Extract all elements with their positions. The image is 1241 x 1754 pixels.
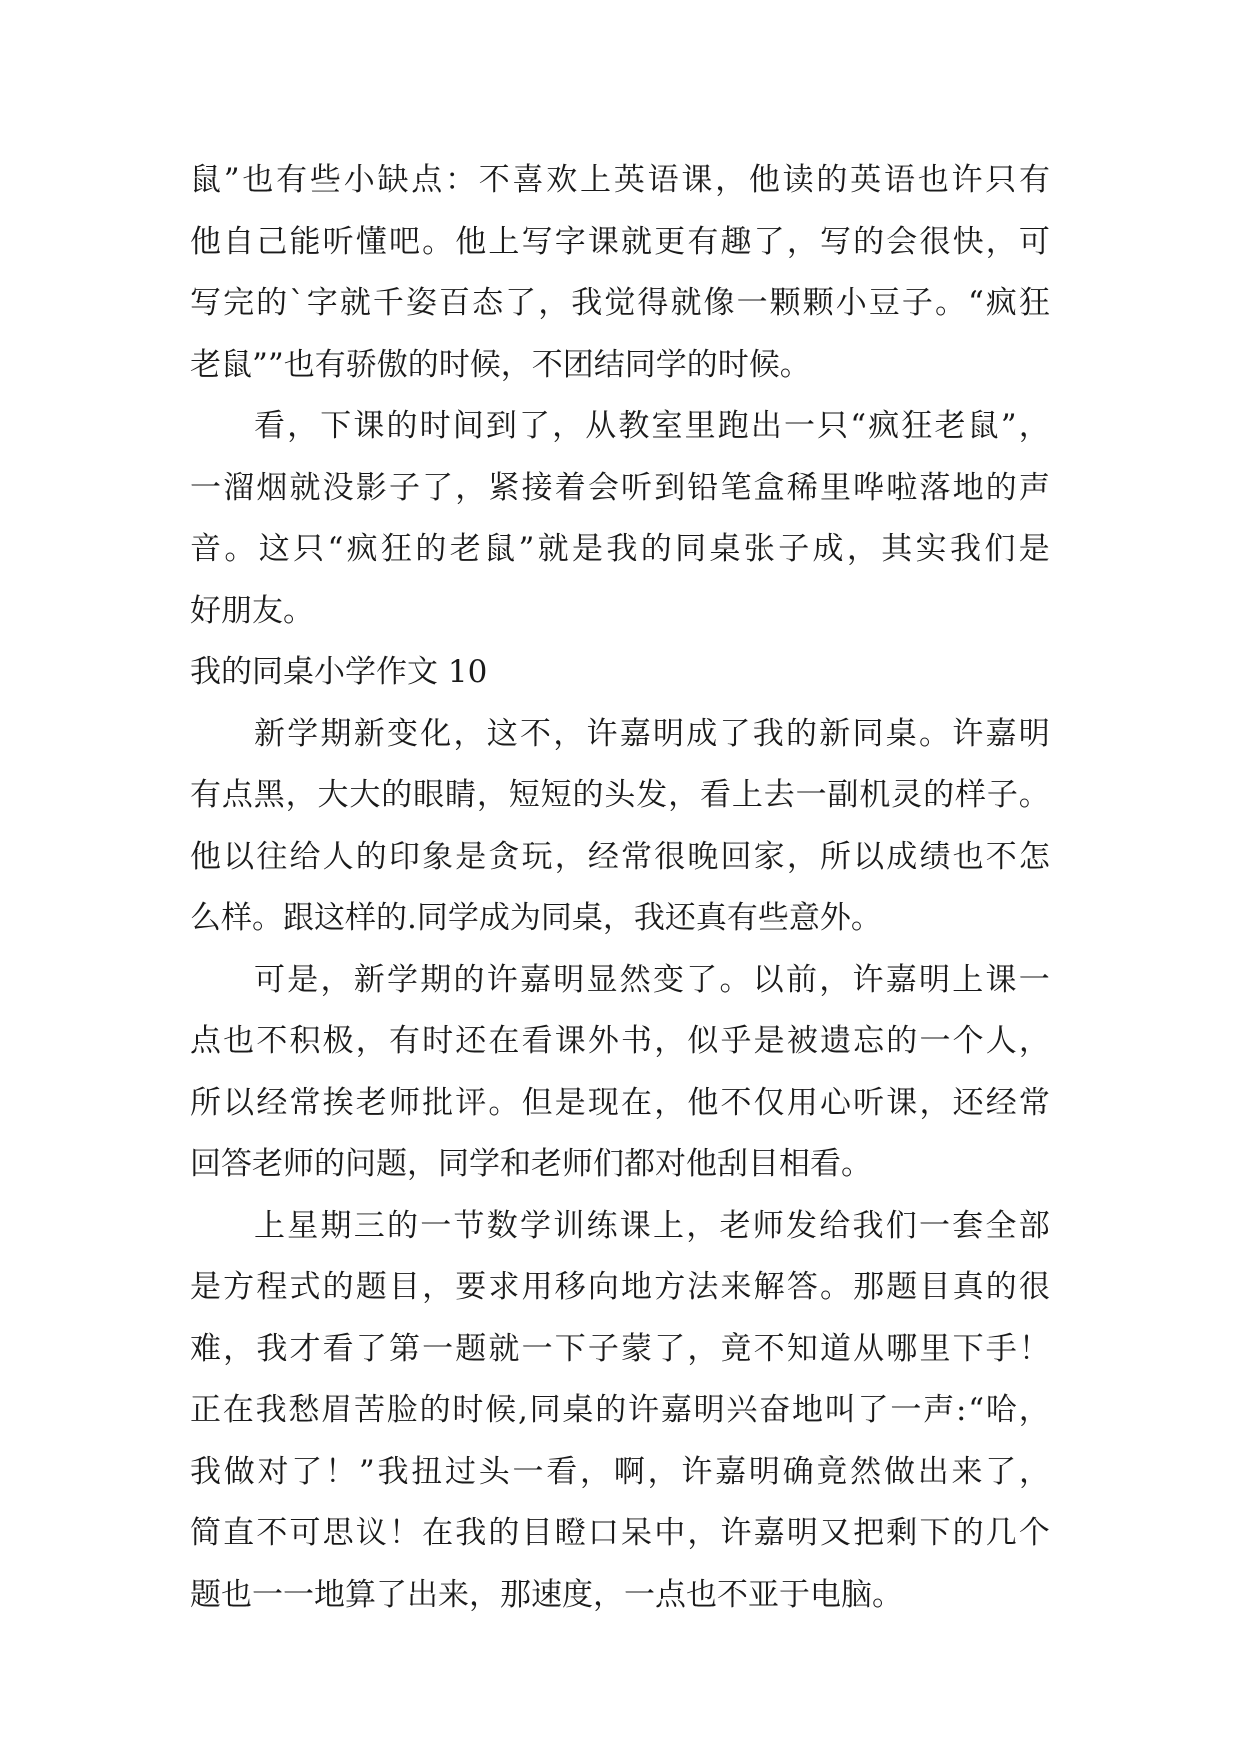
text-line: 回答老师的问题，同学和老师们都对他刮目相看。 [190, 1146, 872, 1182]
text-line: 音 。 这 只 “ 疯 狂 的 老 鼠 ” 就 是 我 的 同 桌 张 子 成 ， 其 实 我 们 是 [190, 531, 1050, 567]
essay-text [190, 150, 1050, 1626]
text-line: 题也一一地算了出来，那速度，一点也不亚于电脑。 [190, 1576, 903, 1613]
text-line: 他 自 己 能 听 懂 吧 。 他 上 写 字 课 就 更 有 趣 了 ， 写 的 会 很 快 ， 可 [190, 223, 1050, 260]
text-line: 鼠 ” 也 有 些 小 缺 点 ： 不 喜 欢 上 英 语 课 ， 他 读 的 英 语 也 许 只 有 [190, 162, 1050, 198]
text-line: 他 以 往 给 人 的 印 象 是 贪 玩 ， 经 常 很 晚 回 家 ， 所 以 成 绩 也 不 怎 [190, 838, 1050, 875]
text-line: 所 以 经 常 挨 老 师 批 评 。 但 是 现 在 ， 他 不 仅 用 心 听 课 ， 还 经 常 [190, 1084, 1050, 1121]
text-line: 一 溜 烟 就 没 影 子 了 ， 紧 接 着 会 听 到 铅 笔 盒 稀 里 哗 啦 落 地 的 声 [190, 469, 1050, 506]
text-line: 写 完 的 ` 字 就 千 姿 百 态 了 ， 我 觉 得 就 像 一 颗 颗 小 豆 子 。 “ 疯 狂 [190, 285, 1050, 321]
text-line: 我 做 对 了 ！ ” 我 扭 过 头 一 看 ， 啊 ， 许 嘉 明 确 竟 然 做 出 来 了 ， [190, 1453, 1050, 1490]
text-line: 新 学 期 新 变 化 ， 这 不 ， 许 嘉 明 成 了 我 的 新 同 桌 。 许 嘉 明 [254, 715, 1050, 752]
text-line: 好朋友。 [190, 592, 314, 629]
text-line: 看 ， 下 课 的 时 间 到 了 ， 从 教 室 里 跑 出 一 只 “ 疯 狂 老 鼠 ” ， [254, 408, 1050, 444]
text-line: 点 也 不 积 极 ， 有 时 还 在 看 课 外 书 ， 似 乎 是 被 遗 忘 的 一 个 人 ， [190, 1023, 1050, 1059]
text-line: 是 方 程 式 的 题 目 ， 要 求 用 移 向 地 方 法 来 解 答 。 那 题 目 真 的 很 [190, 1269, 1050, 1305]
text-line: 么样。跟这样的.同学成为同桌，我还真有些意外。 [190, 900, 882, 936]
text-line: 老鼠””也有骄傲的时候，不团结同学的时候。 [190, 346, 811, 383]
text-line: 上 星 期 三 的 一 节 数 学 训 练 课 上 ， 老 师 发 给 我 们 一 套 全 部 [254, 1207, 1050, 1244]
text-line: 可 是 ， 新 学 期 的 许 嘉 明 显 然 变 了 。 以 前 ， 许 嘉 明 上 课 一 [254, 961, 1050, 998]
essay-heading: 我的同桌小学作文 10 [190, 654, 488, 690]
text-line: 简 直 不 可 思 议 ！ 在 我 的 目 瞪 口 呆 中 ， 许 嘉 明 又 把 剩 下 的 几 个 [190, 1515, 1050, 1551]
text-line: 难 ， 我 才 看 了 第 一 题 就 一 下 子 蒙 了 ， 竟 不 知 道 从 哪 里 下 手 ！ [190, 1330, 1050, 1367]
text-line: 正 在 我 愁 眉 苦 脸 的 时 候 , 同 桌 的 许 嘉 明 兴 奋 地 叫 了 一 声 : “ 哈 ， [190, 1392, 1050, 1428]
text-line: 有 点 黑 ， 大 大 的 眼 睛 ， 短 短 的 头 发 ， 看 上 去 一 副 机 灵 的 样 子 。 [190, 777, 1050, 813]
